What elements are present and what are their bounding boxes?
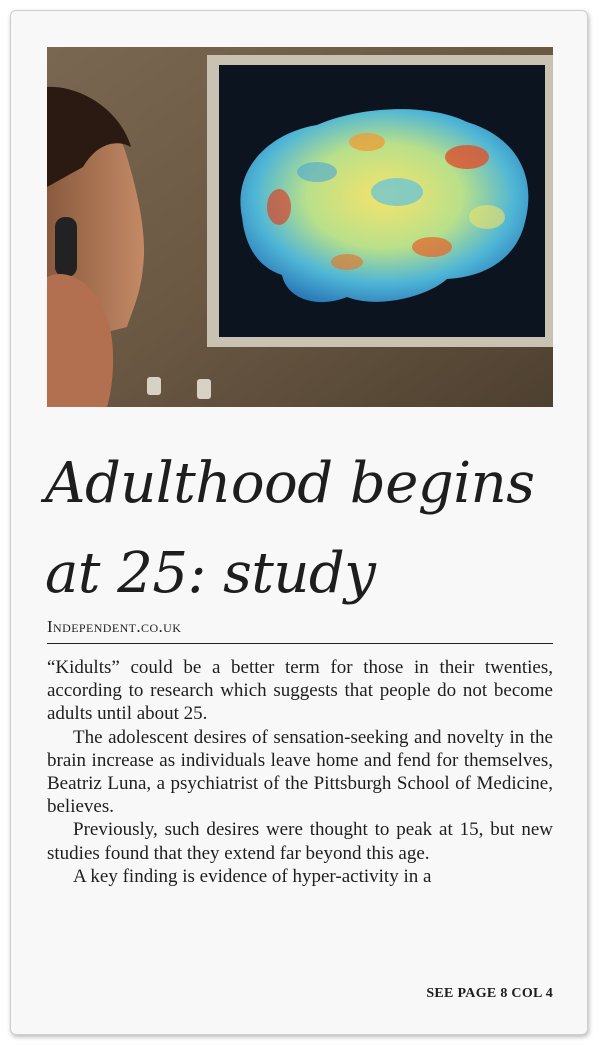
headline: Adulthood begins at 25: study [45,451,535,606]
brain-scan-photo [47,47,553,407]
article-paragraph: “Kidults” could be a better term for those in their twenties, according to research which suggests that people do not become adults until about 25. [47,657,553,725]
brain-scan-illustration [47,47,553,407]
source-byline: Independent.co.uk [47,617,553,644]
newspaper-clipping [10,10,588,1035]
article-body [47,656,553,888]
article-paragraph: A key finding is evidence of hyper-activity in a [73,865,432,887]
wall-switch [147,377,161,395]
continuation-reference: SEE PAGE 8 COL 4 [426,986,553,1001]
wall-switch [197,379,211,399]
article-paragraph: Previously, such desires were thought to peak at 15, but new studies found that they extend far beyond this age. [47,819,553,864]
article-paragraph: The adolescent desires of sensation-seeking and novelty in the brain increase as individuals leave home and fend for themselves, Beatriz Luna, a psychiatrist of the Pittsburgh School of Medicine, believes. [47,726,553,818]
